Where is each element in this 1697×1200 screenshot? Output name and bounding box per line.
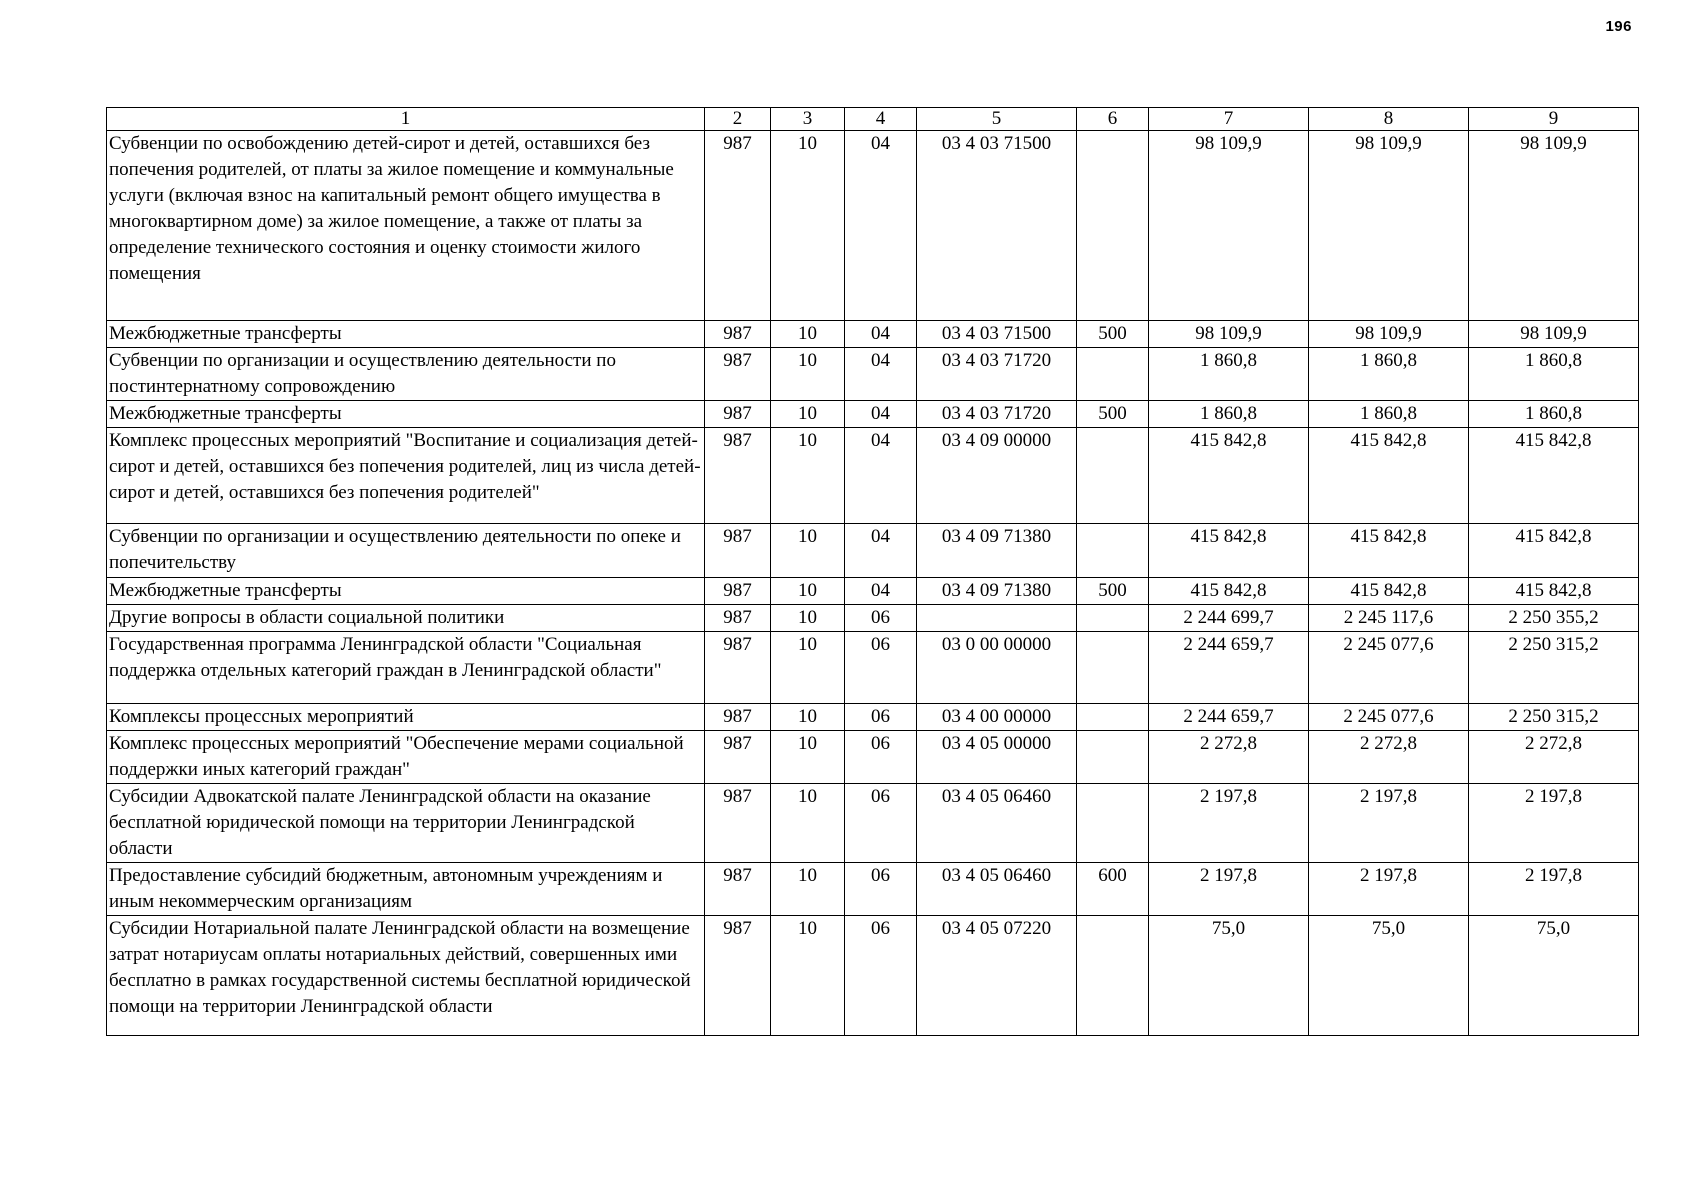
cell-target-article-code: 03 0 00 00000 [917,632,1077,704]
column-header-8: 8 [1309,108,1469,131]
cell-amount-year-1: 1 860,8 [1149,401,1309,428]
table-row [107,524,1639,578]
cell-ministry-code: 987 [705,401,771,428]
cell-item-name: Межбюджетные трансферты [107,321,705,348]
cell-section-code: 10 [771,704,845,731]
column-header-1: 1 [107,108,705,131]
cell-section-code: 10 [771,916,845,1036]
cell-target-article-code: 03 4 09 71380 [917,524,1077,578]
cell-expense-type-code [1077,704,1149,731]
cell-amount-year-1: 98 109,9 [1149,131,1309,321]
cell-ministry-code: 987 [705,321,771,348]
cell-section-code: 10 [771,348,845,401]
budget-table [106,107,1639,1036]
cell-expense-type-code [1077,632,1149,704]
column-header-2: 2 [705,108,771,131]
cell-item-name: Предоставление субсидий бюджетным, автономным учреждениям и иным некоммерческим организациям [107,863,705,916]
cell-ministry-code: 987 [705,348,771,401]
table-body [107,131,1639,1036]
cell-amount-year-1: 415 842,8 [1149,578,1309,605]
cell-item-name: Комплекс процессных мероприятий "Обеспечение мерами социальной поддержки иных категорий граждан" [107,731,705,784]
cell-amount-year-1: 98 109,9 [1149,321,1309,348]
cell-item-name: Субсидии Адвокатской палате Ленинградской области на оказание бесплатной юридической помощи на территории Ленинградской области [107,784,705,863]
cell-target-article-code: 03 4 05 07220 [917,916,1077,1036]
cell-amount-year-1: 2 244 659,7 [1149,704,1309,731]
cell-target-article-code: 03 4 05 06460 [917,784,1077,863]
cell-amount-year-3: 415 842,8 [1469,578,1639,605]
cell-amount-year-2: 98 109,9 [1309,131,1469,321]
cell-amount-year-2: 2 197,8 [1309,784,1469,863]
cell-item-name: Комплекс процессных мероприятий "Воспитание и социализация детей-сирот и детей, оставшихся без попечения родителей, лиц из числа детей-сирот и детей, оставшихся без попечения родителей" [107,428,705,524]
cell-amount-year-2: 1 860,8 [1309,401,1469,428]
cell-ministry-code: 987 [705,578,771,605]
cell-item-name: Субвенции по организации и осуществлению деятельности по опеке и попечительству [107,524,705,578]
column-header-3: 3 [771,108,845,131]
cell-expense-type-code [1077,348,1149,401]
cell-target-article-code: 03 4 05 00000 [917,731,1077,784]
table-row [107,731,1639,784]
cell-target-article-code: 03 4 00 00000 [917,704,1077,731]
cell-subsection-code: 06 [845,863,917,916]
cell-subsection-code: 06 [845,605,917,632]
cell-amount-year-3: 98 109,9 [1469,131,1639,321]
cell-ministry-code: 987 [705,605,771,632]
table-row [107,916,1639,1036]
table-row [107,401,1639,428]
cell-amount-year-3: 98 109,9 [1469,321,1639,348]
cell-amount-year-3: 415 842,8 [1469,428,1639,524]
cell-amount-year-2: 415 842,8 [1309,578,1469,605]
cell-expense-type-code [1077,784,1149,863]
cell-amount-year-1: 75,0 [1149,916,1309,1036]
cell-amount-year-2: 98 109,9 [1309,321,1469,348]
table-row [107,321,1639,348]
table-row [107,632,1639,704]
cell-ministry-code: 987 [705,632,771,704]
cell-expense-type-code [1077,916,1149,1036]
table-row [107,704,1639,731]
cell-section-code: 10 [771,321,845,348]
table-row [107,131,1639,321]
cell-amount-year-3: 2 272,8 [1469,731,1639,784]
cell-subsection-code: 04 [845,348,917,401]
cell-subsection-code: 04 [845,524,917,578]
table-row [107,784,1639,863]
cell-amount-year-2: 75,0 [1309,916,1469,1036]
cell-item-name: Межбюджетные трансферты [107,578,705,605]
cell-target-article-code: 03 4 03 71500 [917,131,1077,321]
cell-item-name: Другие вопросы в области социальной политики [107,605,705,632]
cell-amount-year-3: 2 250 315,2 [1469,704,1639,731]
cell-amount-year-2: 415 842,8 [1309,428,1469,524]
cell-item-name: Комплексы процессных мероприятий [107,704,705,731]
cell-subsection-code: 04 [845,428,917,524]
cell-amount-year-1: 2 197,8 [1149,863,1309,916]
cell-item-name: Государственная программа Ленинградской области "Социальная поддержка отдельных категорий граждан в Ленинградской области" [107,632,705,704]
table-header [107,108,1639,131]
cell-section-code: 10 [771,863,845,916]
cell-subsection-code: 06 [845,632,917,704]
cell-expense-type-code: 600 [1077,863,1149,916]
cell-amount-year-2: 2 197,8 [1309,863,1469,916]
cell-ministry-code: 987 [705,863,771,916]
cell-amount-year-1: 2 272,8 [1149,731,1309,784]
column-header-6: 6 [1077,108,1149,131]
table-row [107,863,1639,916]
cell-ministry-code: 987 [705,131,771,321]
cell-item-name: Субвенции по организации и осуществлению деятельности по постинтернатному сопровождению [107,348,705,401]
cell-subsection-code: 06 [845,916,917,1036]
cell-amount-year-2: 1 860,8 [1309,348,1469,401]
cell-ministry-code: 987 [705,524,771,578]
cell-amount-year-3: 1 860,8 [1469,401,1639,428]
page-number: 196 [1605,18,1632,35]
cell-amount-year-2: 415 842,8 [1309,524,1469,578]
cell-expense-type-code: 500 [1077,578,1149,605]
cell-subsection-code: 06 [845,784,917,863]
table-header-row [107,108,1639,131]
column-header-5: 5 [917,108,1077,131]
cell-subsection-code: 06 [845,731,917,784]
cell-expense-type-code: 500 [1077,401,1149,428]
cell-expense-type-code: 500 [1077,321,1149,348]
cell-amount-year-3: 1 860,8 [1469,348,1639,401]
cell-subsection-code: 06 [845,704,917,731]
cell-amount-year-3: 2 250 355,2 [1469,605,1639,632]
column-header-7: 7 [1149,108,1309,131]
cell-item-name: Межбюджетные трансферты [107,401,705,428]
cell-amount-year-2: 2 245 077,6 [1309,704,1469,731]
table-row [107,605,1639,632]
cell-amount-year-3: 2 250 315,2 [1469,632,1639,704]
column-header-9: 9 [1469,108,1639,131]
cell-section-code: 10 [771,401,845,428]
cell-item-name: Субсидии Нотариальной палате Ленинградской области на возмещение затрат нотариусам оплаты нотариальных действий, совершенных ими бесплатно в рамках государственной системы бесплатной юридической помощи на территории Ленинградской области [107,916,705,1036]
cell-amount-year-2: 2 245 077,6 [1309,632,1469,704]
cell-expense-type-code [1077,524,1149,578]
cell-ministry-code: 987 [705,428,771,524]
table-row [107,578,1639,605]
table-row [107,428,1639,524]
cell-expense-type-code [1077,605,1149,632]
cell-ministry-code: 987 [705,916,771,1036]
cell-section-code: 10 [771,428,845,524]
cell-amount-year-1: 1 860,8 [1149,348,1309,401]
cell-target-article-code: 03 4 05 06460 [917,863,1077,916]
cell-target-article-code [917,605,1077,632]
cell-amount-year-3: 2 197,8 [1469,863,1639,916]
cell-amount-year-3: 415 842,8 [1469,524,1639,578]
cell-section-code: 10 [771,578,845,605]
cell-amount-year-3: 2 197,8 [1469,784,1639,863]
cell-target-article-code: 03 4 03 71720 [917,348,1077,401]
cell-expense-type-code [1077,731,1149,784]
cell-section-code: 10 [771,784,845,863]
cell-expense-type-code [1077,428,1149,524]
cell-ministry-code: 987 [705,731,771,784]
cell-ministry-code: 987 [705,704,771,731]
cell-amount-year-1: 415 842,8 [1149,428,1309,524]
cell-section-code: 10 [771,731,845,784]
cell-amount-year-2: 2 272,8 [1309,731,1469,784]
cell-subsection-code: 04 [845,401,917,428]
cell-item-name: Субвенции по освобождению детей-сирот и детей, оставшихся без попечения родителей, от платы за жилое помещение и коммунальные услуги (включая взнос на капитальный ремонт общего имущества в многоквартирном доме) за жилое помещение, а также от платы за определение технического состояния и оценку стоимости жилого помещения [107,131,705,321]
cell-amount-year-1: 2 244 659,7 [1149,632,1309,704]
cell-amount-year-1: 2 197,8 [1149,784,1309,863]
table-row [107,348,1639,401]
cell-target-article-code: 03 4 03 71500 [917,321,1077,348]
cell-amount-year-1: 415 842,8 [1149,524,1309,578]
cell-expense-type-code [1077,131,1149,321]
cell-section-code: 10 [771,131,845,321]
cell-subsection-code: 04 [845,321,917,348]
cell-amount-year-2: 2 245 117,6 [1309,605,1469,632]
cell-section-code: 10 [771,605,845,632]
column-header-4: 4 [845,108,917,131]
cell-subsection-code: 04 [845,578,917,605]
cell-ministry-code: 987 [705,784,771,863]
cell-subsection-code: 04 [845,131,917,321]
cell-target-article-code: 03 4 09 71380 [917,578,1077,605]
cell-target-article-code: 03 4 09 00000 [917,428,1077,524]
cell-section-code: 10 [771,524,845,578]
cell-amount-year-1: 2 244 699,7 [1149,605,1309,632]
cell-section-code: 10 [771,632,845,704]
cell-target-article-code: 03 4 03 71720 [917,401,1077,428]
cell-amount-year-3: 75,0 [1469,916,1639,1036]
